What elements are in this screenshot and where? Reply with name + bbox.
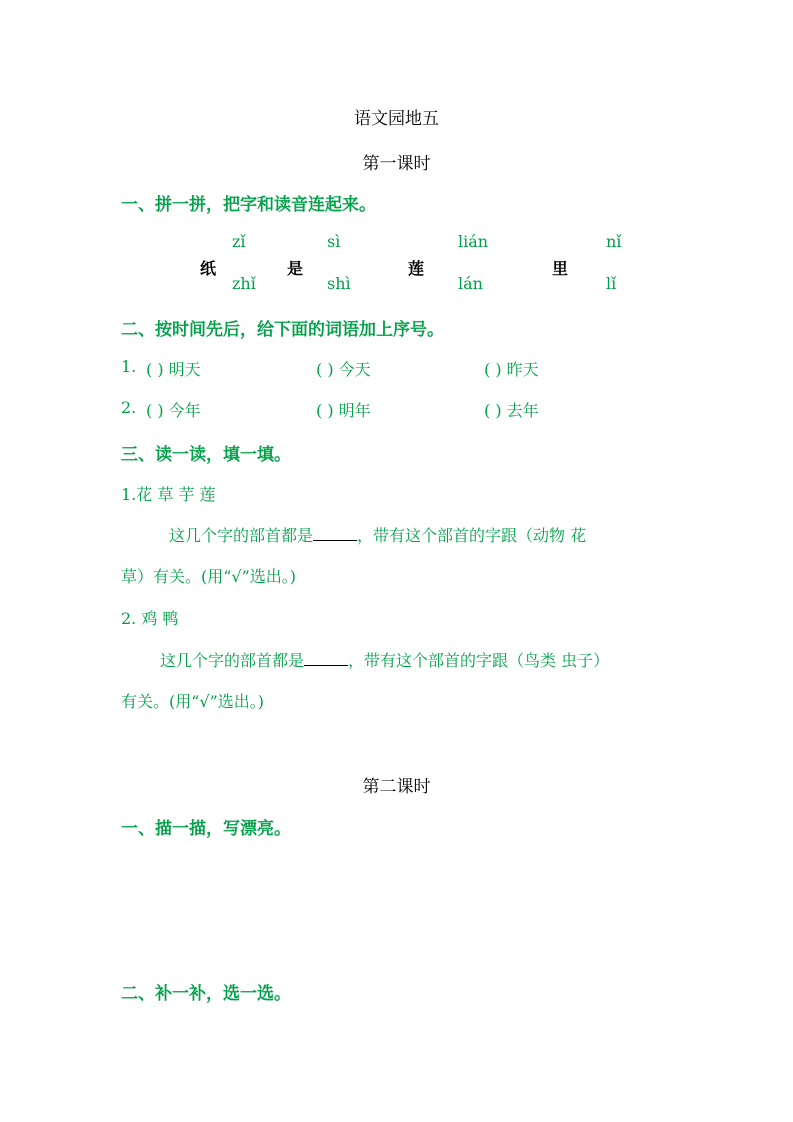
q2-row2-num: 2. xyxy=(121,398,137,417)
q3-p1-blank[interactable] xyxy=(313,526,357,541)
pinyin-top-1: zǐ xyxy=(232,232,246,251)
hanzi-2: 是 xyxy=(287,259,304,278)
q2-row1-item3: ( ) 昨天 xyxy=(484,360,539,379)
q3-p2-text-a: 这几个字的部首都是 xyxy=(160,651,305,670)
q3-p2-line1 xyxy=(160,648,609,671)
page-title: 语文园地五 xyxy=(354,109,439,129)
q2-title: 二、按时间先后，给下面的词语加上序号。 xyxy=(121,320,444,340)
q3-p1-line1 xyxy=(169,523,586,546)
pinyin-top-3: lián xyxy=(458,232,489,251)
pinyin-top-2: sì xyxy=(327,232,341,251)
q3-p1-chars: 1.花 草 芋 莲 xyxy=(121,485,216,504)
q3-p1-line2: 草）有关。(用“√”选出。) xyxy=(121,567,297,586)
q3-title: 三、读一读，填一填。 xyxy=(121,445,291,465)
lesson2-q1-title: 一、描一描，写漂亮。 xyxy=(121,819,291,839)
hanzi-1: 纸 xyxy=(200,259,217,278)
q2-row2-item2: ( ) 明年 xyxy=(316,401,371,420)
pinyin-bottom-3: lán xyxy=(458,274,483,293)
hanzi-3: 莲 xyxy=(408,259,425,278)
q2-row2-item1: ( ) 今年 xyxy=(146,401,201,420)
pinyin-top-4: nǐ xyxy=(606,232,622,251)
q3-p2-text-b: ，带有这个部首的字跟（鸟类 虫子） xyxy=(348,651,610,670)
q3-p1-text-b: ，带有这个部首的字跟（动物 花 xyxy=(357,526,587,545)
q3-p2-blank[interactable] xyxy=(304,651,348,666)
q2-row1-item1: ( ) 明天 xyxy=(146,360,201,379)
q2-row1-item2: ( ) 今天 xyxy=(316,360,371,379)
hanzi-4: 里 xyxy=(552,259,569,278)
q3-p2-line2: 有关。(用“√”选出。) xyxy=(121,692,265,711)
pinyin-bottom-2: shì xyxy=(327,274,351,293)
pinyin-bottom-1: zhǐ xyxy=(232,274,256,293)
q2-row2-item3: ( ) 去年 xyxy=(484,401,539,420)
lesson2-heading: 第二课时 xyxy=(362,777,431,797)
pinyin-bottom-4: lǐ xyxy=(606,274,617,293)
lesson1-heading: 第一课时 xyxy=(362,154,431,174)
q3-p1-text-a: 这几个字的部首都是 xyxy=(169,526,314,545)
q1-title: 一、拼一拼，把字和读音连起来。 xyxy=(121,195,376,215)
lesson2-q2-title: 二、补一补，选一选。 xyxy=(121,984,291,1004)
q2-row1-num: 1. xyxy=(121,357,137,376)
q3-p2-chars: 2. 鸡 鸭 xyxy=(121,609,179,628)
